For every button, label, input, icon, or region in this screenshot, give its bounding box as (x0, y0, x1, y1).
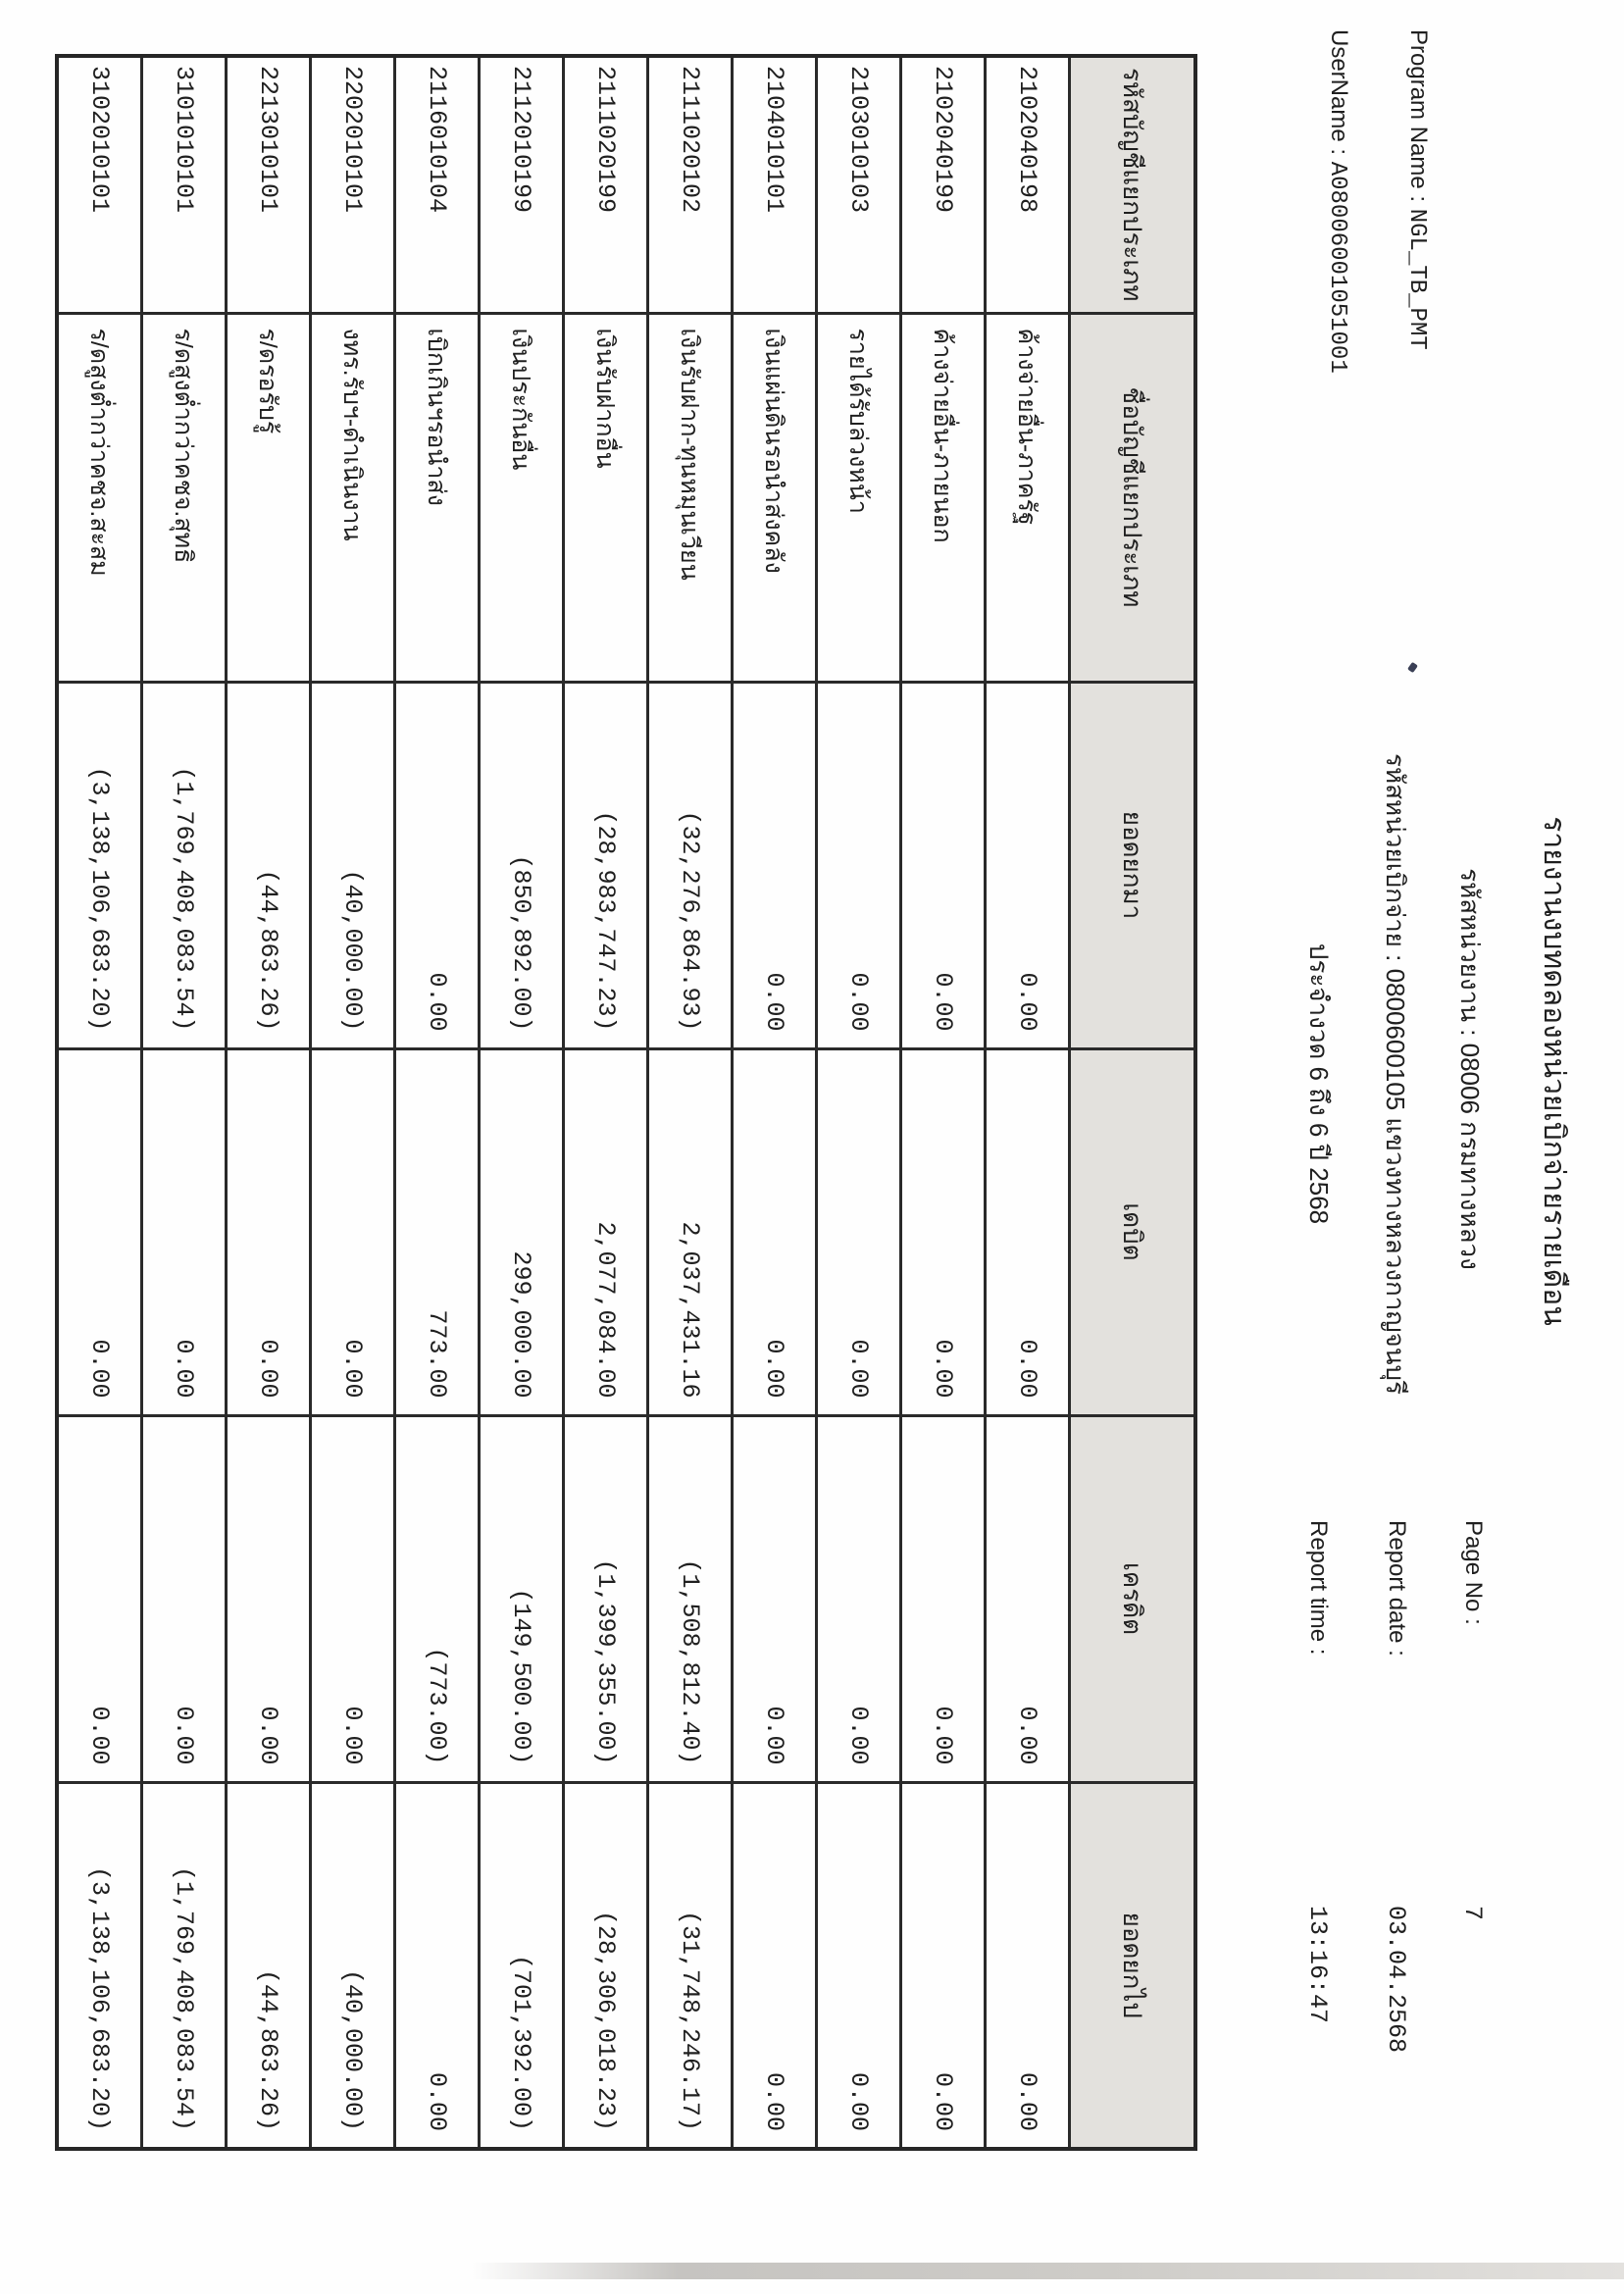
credit-cell: (773.00) (395, 1415, 480, 1782)
account-name-cell: เงินประกันอื่น (480, 313, 564, 682)
credit-cell: 0.00 (57, 1415, 142, 1782)
account-code-cell: 2102040198 (986, 56, 1070, 313)
debit-cell: 0.00 (901, 1048, 986, 1415)
scanner-shadow-band (471, 2263, 1624, 2279)
report-date-label: Report date : (1384, 1520, 1410, 1657)
table-row (733, 56, 817, 2149)
credit-cell: 0.00 (227, 1415, 311, 1782)
credit-cell: 0.00 (311, 1415, 395, 1782)
page-no-value: 7 (1458, 1906, 1487, 1921)
table-row (227, 56, 311, 2149)
balance-carried-forward-cell: (31,748,246.17) (648, 1782, 733, 2149)
credit-cell: 0.00 (817, 1415, 901, 1782)
account-name-cell: ร/ดสูงต่ำกว่าคชจ.สุทธิ (142, 313, 227, 682)
disbursement-unit-line: รหัสหน่วยเบิกจ่าย : 0800600105 แขวงทางหลวงกาญจนบุรี (1381, 752, 1410, 1396)
debit-cell: 0.00 (986, 1048, 1070, 1415)
credit-cell: (149,500.00) (480, 1415, 564, 1782)
account-name-cell: ค้างจ่ายอื่น-ภาครัฐ (986, 313, 1070, 682)
program-name-line (1403, 29, 1432, 350)
username-value: A08006001051001 (1324, 161, 1350, 374)
column-header-account-code: รหัสบัญชีแยกประเภท (1070, 56, 1196, 313)
debit-cell: 773.00 (395, 1048, 480, 1415)
account-name-cell: ร/ดสูงต่ำกว่าคชจ.สะสม (57, 313, 142, 682)
balance-carried-forward-cell: 0.00 (986, 1782, 1070, 2149)
account-code-cell: 2111020199 (564, 56, 648, 313)
table-row (648, 56, 733, 2149)
balance-carried-forward-cell: (1,769,408,083.54) (142, 1782, 227, 2149)
table-row (986, 56, 1070, 2149)
report-time-label: Report time : (1305, 1520, 1332, 1656)
credit-cell: 0.00 (986, 1415, 1070, 1782)
table-row (57, 56, 142, 2149)
table-header-row (1070, 56, 1196, 2149)
account-code-cell: 2213010101 (227, 56, 311, 313)
debit-cell: 0.00 (142, 1048, 227, 1415)
debit-cell: 2,077,084.00 (564, 1048, 648, 1415)
credit-cell: 0.00 (901, 1415, 986, 1782)
column-header-balance-carried-forward: ยอดยกไป (1070, 1782, 1196, 2149)
account-name-cell: เบิกเกินฯรอนำส่ง (395, 313, 480, 682)
balance-carried-forward-cell: (701,392.00) (480, 1782, 564, 2149)
account-code-cell: 3101010101 (142, 56, 227, 313)
username-label: UserName : (1326, 29, 1352, 156)
credit-cell: (1,508,812.40) (648, 1415, 733, 1782)
balance-brought-forward-cell: (1,769,408,083.54) (142, 682, 227, 1048)
balance-brought-forward-cell: (44,863.26) (227, 682, 311, 1048)
account-name-cell: ค้างจ่ายอื่น-ภายนอก (901, 313, 986, 682)
balance-carried-forward-cell: 0.00 (901, 1782, 986, 2149)
table-row (564, 56, 648, 2149)
account-name-cell: งทร.รับฯ-ดำเนินงาน (311, 313, 395, 682)
debit-cell: 0.00 (311, 1048, 395, 1415)
table-row (311, 56, 395, 2149)
balance-brought-forward-cell: 0.00 (901, 682, 986, 1048)
balance-carried-forward-cell: 0.00 (733, 1782, 817, 2149)
balance-brought-forward-cell: (3,138,106,683.20) (57, 682, 142, 1048)
account-name-cell: ร/ดรอรับรู้ (227, 313, 311, 682)
balance-brought-forward-cell: 0.00 (395, 682, 480, 1048)
balance-carried-forward-cell: 0.00 (395, 1782, 480, 2149)
account-name-cell: รายได้รับล่วงหน้า (817, 313, 901, 682)
account-code-cell: 2102040199 (901, 56, 986, 313)
trial-balance-table (55, 54, 1197, 2151)
table-body (57, 56, 1070, 2149)
balance-brought-forward-cell: (850,892.00) (480, 682, 564, 1048)
account-name-cell: เงินรับฝาก-ทุนหมุนเวียน (648, 313, 733, 682)
column-header-account-name: ชื่อบัญชีแยกประเภท (1070, 313, 1196, 682)
username-line (1324, 29, 1352, 374)
table-row (480, 56, 564, 2149)
table-row (817, 56, 901, 2149)
table-row (901, 56, 986, 2149)
report-time-value: 13:16:47 (1303, 1906, 1332, 2024)
balance-brought-forward-cell: 0.00 (817, 682, 901, 1048)
balance-brought-forward-cell: (40,000.00) (311, 682, 395, 1048)
debit-cell: 2,037,431.16 (648, 1048, 733, 1415)
program-name-value: NGL_TB_PMT (1403, 208, 1430, 350)
debit-cell: 0.00 (227, 1048, 311, 1415)
account-code-cell: 2202010101 (311, 56, 395, 313)
balance-carried-forward-cell: (28,306,018.23) (564, 1782, 648, 2149)
debit-cell: 299,000.00 (480, 1048, 564, 1415)
balance-brought-forward-cell: 0.00 (733, 682, 817, 1048)
account-code-cell: 2104010101 (733, 56, 817, 313)
column-header-debit: เดบิต (1070, 1048, 1196, 1415)
balance-carried-forward-cell: (3,138,106,683.20) (57, 1782, 142, 2149)
report-date-value: 03.04.2568 (1382, 1906, 1410, 2054)
column-header-balance-brought-forward: ยอดยกมา (1070, 682, 1196, 1048)
account-code-cell: 2111020102 (648, 56, 733, 313)
account-name-cell: เงินรับฝากอื่น (564, 313, 648, 682)
program-name-label: Program Name : (1405, 29, 1432, 203)
page-no-label: Page No : (1460, 1520, 1487, 1625)
debit-cell: 0.00 (57, 1048, 142, 1415)
debit-cell: 0.00 (733, 1048, 817, 1415)
table-row (395, 56, 480, 2149)
column-header-credit: เครดิต (1070, 1415, 1196, 1782)
credit-cell: 0.00 (142, 1415, 227, 1782)
table-row (142, 56, 227, 2149)
credit-cell: 0.00 (733, 1415, 817, 1782)
account-code-cell: 2116010104 (395, 56, 480, 313)
balance-brought-forward-cell: 0.00 (986, 682, 1070, 1048)
balance-brought-forward-cell: (28,983,747.23) (564, 682, 648, 1048)
balance-brought-forward-cell: (32,276,864.93) (648, 682, 733, 1048)
account-name-cell: เงินแผ่นดินรอนำส่งคลัง (733, 313, 817, 682)
balance-carried-forward-cell: 0.00 (817, 1782, 901, 2149)
report-title: รายงานงบทดลองหน่วยเบิกจ่ายรายเดือน (1538, 816, 1570, 1326)
account-code-cell: 2112010199 (480, 56, 564, 313)
balance-carried-forward-cell: (44,863.26) (227, 1782, 311, 2149)
account-code-cell: 2103010103 (817, 56, 901, 313)
account-code-cell: 3102010101 (57, 56, 142, 313)
credit-cell: (1,399,355.00) (564, 1415, 648, 1782)
period-line: ประจำงวด 6 ถึง 6 ปี 2568 (1304, 943, 1334, 1225)
balance-carried-forward-cell: (40,000.00) (311, 1782, 395, 2149)
debit-cell: 0.00 (817, 1048, 901, 1415)
agency-code-line: รหัสหน่วยงาน : 08006 กรมทางหลวง (1455, 868, 1485, 1270)
